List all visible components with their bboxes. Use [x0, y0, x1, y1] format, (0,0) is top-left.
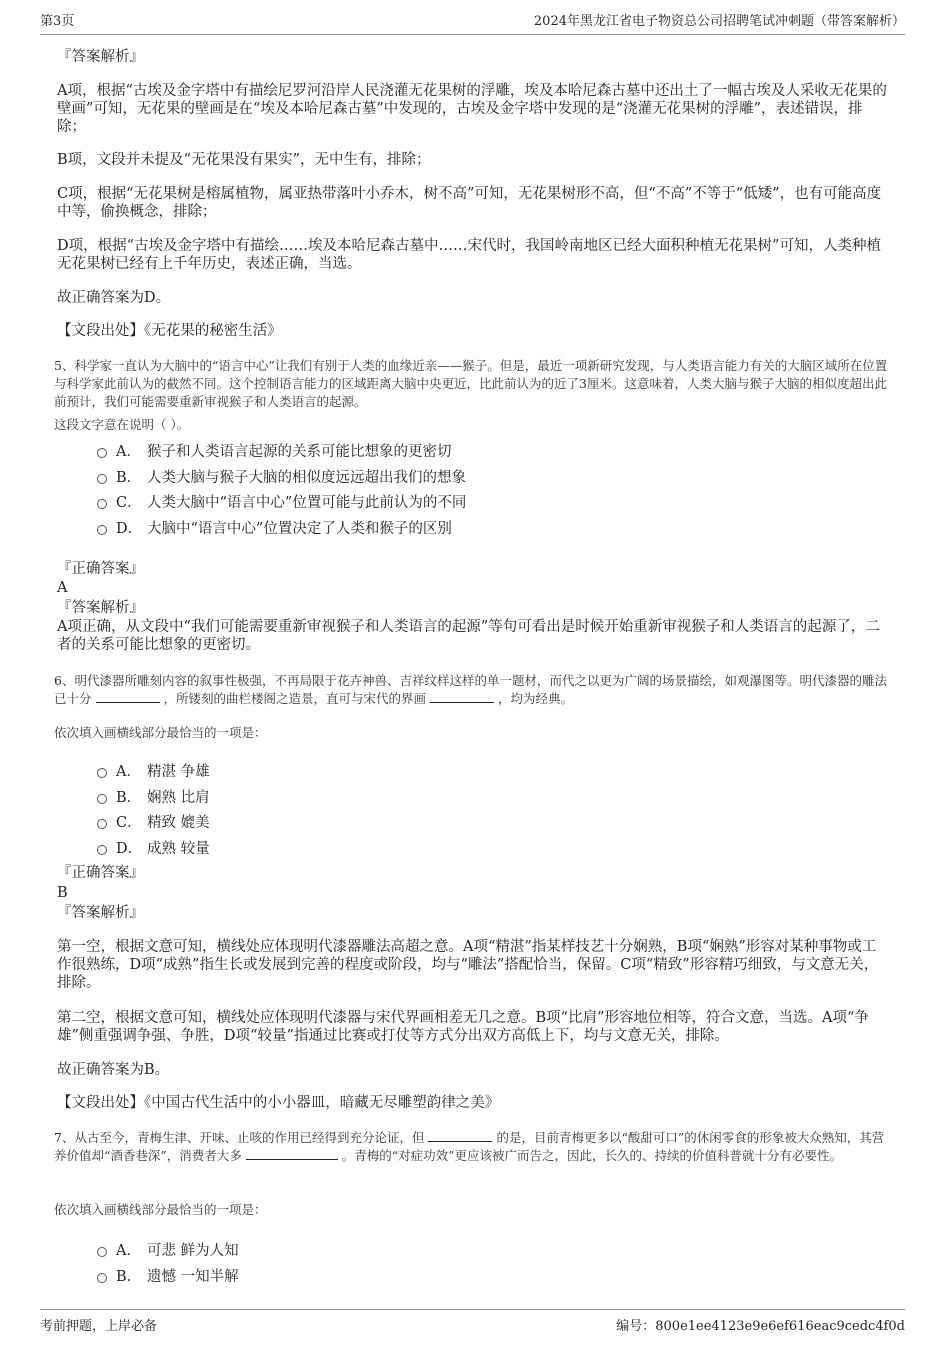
q7-stem-part2: 的是，目前青梅更多以“酸甜可口”的休闲零食的形象被大众熟知，其营养价值却“酒香巷深”，消费者大多: [54, 1130, 885, 1163]
radio-icon[interactable]: [97, 474, 107, 484]
option-letter: D．: [116, 521, 143, 537]
option-text: 精致 媲美: [147, 815, 210, 831]
q7-stem-part1: 7、从古至今，青梅生津、开味、止咳的作用已经得到充分论证，但: [54, 1130, 425, 1145]
option-text: 成熟 较量: [147, 841, 210, 857]
q4-analysis-a: A项，根据“古埃及金字塔中有描绘尼罗河沿岸人民浇灌无花果树的浮雕，埃及本哈尼森古墓中还出土了一幅古埃及人采收无花果的壁画”可知，无花果的壁画是在“埃及本哈尼森古墓”中发现的，古埃及金字塔中发现的是“浇灌无花果树的浮雕”，表述错误，排除；: [57, 83, 887, 135]
q7-option-a[interactable]: [97, 1239, 239, 1260]
radio-icon[interactable]: [97, 845, 107, 855]
blank-line: [430, 691, 494, 703]
page-footer: [40, 1309, 905, 1334]
q6-option-b[interactable]: [97, 786, 210, 807]
footer-serial: 编号：800e1ee4123e9e6ef616eac9cedc4f0d: [616, 1319, 905, 1334]
q6-stem: [54, 672, 896, 708]
q5-answer: A: [57, 580, 68, 596]
option-letter: B．: [116, 1269, 142, 1285]
q5-option-b[interactable]: [97, 466, 466, 487]
option-letter: A．: [116, 1243, 141, 1259]
q7-stem: [54, 1129, 896, 1165]
blank-line: [246, 1148, 338, 1160]
q7-stem-part3: 。青梅的“对症功效”更应该被广而告之，因此，长久的、持续的价值科普就十分有必要性。: [341, 1148, 843, 1163]
option-text: 可悲 鲜为人知: [147, 1243, 239, 1259]
q6-option-c[interactable]: [97, 811, 210, 832]
option-letter: B．: [116, 790, 142, 806]
q5-stem: 5、科学家一直认为大脑中的“语言中心”让我们有别于人类的血缘近亲——猴子。但是，最近一项新研究发现，与人类语言能力有关的大脑区域所在位置与科学家此前认为的截然不同。这个控制语言能力的区域距离大脑中央更近，比此前认为的近了3厘米。这意味着，人类大脑与猴子大脑的相似度超出此前预计，我们可能需要重新审视猴子和人类语言的起源。: [54, 358, 888, 409]
q5-analysis-label: 『答案解析』: [57, 600, 144, 616]
radio-icon[interactable]: [97, 1273, 107, 1283]
q5-option-a[interactable]: [97, 440, 452, 461]
radio-icon[interactable]: [97, 525, 107, 535]
footer-slogan: 考前押题，上岸必备: [40, 1319, 158, 1334]
document-title: 2024年黑龙江省电子物资总公司招聘笔试冲刺题（带答案解析）: [533, 14, 905, 29]
q6-analysis-label: 『答案解析』: [57, 905, 144, 921]
option-text: 人类大脑与猴子大脑的相似度远远超出我们的想象: [147, 470, 466, 486]
q6-stem-part2: ，所镂刻的曲栏楼阁之造景，直可与宋代的界画: [163, 691, 426, 706]
radio-icon[interactable]: [97, 1247, 107, 1257]
q7-instruction: 依次填入画横线部分最恰当的一项是：: [54, 1202, 267, 1217]
q6-analysis-1: 第一空，根据文意可知，横线处应体现明代漆器雕法高超之意。A项“精湛”指某样技艺十分娴熟，B项“娴熟”形容对某种事物或工作很熟练，D项“成熟”指生长或发展到完善的程度或阶段，均与“雕法”搭配恰当，保留。C项“精致”形容精巧细致，与文意无关，排除。: [57, 939, 879, 991]
q4-analysis-b: B项，文段并未提及“无花果没有果实”，无中生有，排除；: [57, 152, 431, 168]
q5-correct-label: 『正确答案』: [57, 561, 144, 577]
blank-line: [428, 1130, 492, 1142]
q6-answer: B: [57, 885, 68, 901]
q4-analysis-c: C项，根据“无花果树是榕属植物，属亚热带落叶小乔木，树不高”可知，无花果树形不高，但“不高”不等于“低矮”，也有可能高度中等，偷换概念，排除；: [57, 186, 882, 220]
radio-icon[interactable]: [97, 768, 107, 778]
option-text: 遗憾 一知半解: [147, 1269, 239, 1285]
option-letter: A．: [116, 444, 141, 460]
q7-option-b[interactable]: [97, 1265, 239, 1286]
q5-analysis: A项正确，从文段中“我们可能需要重新审视猴子和人类语言的起源”等句可看出是时候开始重新审视猴子和人类语言的起源了，二者的关系可能比想象的更密切。: [57, 619, 880, 653]
radio-icon[interactable]: [97, 448, 107, 458]
q6-correct-label: 『正确答案』: [57, 865, 144, 881]
q4-conclusion: 故正确答案为D。: [57, 290, 171, 306]
option-letter: C．: [116, 815, 142, 831]
option-text: 娴熟 比肩: [147, 790, 210, 806]
q6-option-a[interactable]: [97, 760, 210, 781]
q5-option-d[interactable]: [97, 517, 452, 538]
option-letter: A．: [116, 764, 141, 780]
q6-source: 【文段出处】《中国古代生活中的小小器皿，暗藏无尽雕塑韵律之美》: [57, 1095, 500, 1111]
option-text: 精湛 争雄: [147, 764, 210, 780]
page-number: 第3页: [40, 14, 75, 29]
q6-instruction: 依次填入画横线部分最恰当的一项是：: [54, 725, 267, 740]
option-text: 人类大脑中“语言中心”位置可能与此前认为的不同: [147, 495, 467, 511]
page-header: [40, 10, 905, 35]
option-text: 猴子和人类语言起源的关系可能比想象的更密切: [147, 444, 452, 460]
blank-line: [96, 691, 160, 703]
q4-source: 【文段出处】《无花果的秘密生活》: [57, 323, 282, 339]
q4-analysis-d: D项，根据“古埃及金字塔中有描绘……埃及本哈尼森古墓中……宋代时，我国岭南地区已经大面积种植无花果树”可知，人类种植无花果树已经有上千年历史，表述正确，当选。: [57, 238, 881, 272]
q5-question: 这段文字意在说明（ ）。: [54, 417, 190, 432]
q5-option-c[interactable]: [97, 491, 466, 512]
q6-analysis-2: 第二空，根据文意可知，横线处应体现明代漆器与宋代界画相差无几之意。B项“比肩”形容地位相等，符合文意，当选。A项“争雄”侧重强调争强、争胜，D项“较量”指通过比赛或打仗等方式分出双方高低上下，均与文意无关，排除。: [57, 1010, 869, 1044]
radio-icon[interactable]: [97, 819, 107, 829]
option-letter: D．: [116, 841, 143, 857]
q6-stem-part1: 6、明代漆器所雕刻内容的叙事性极强，不再局限于花卉神兽、吉祥纹样这样的单一题材，而代之以更为广阔的场景描绘，如观瀑图等。明代漆器的雕法已十分: [54, 673, 887, 706]
q6-conclusion: 故正确答案为B。: [57, 1062, 170, 1078]
q6-option-d[interactable]: [97, 837, 210, 858]
radio-icon[interactable]: [97, 794, 107, 804]
option-letter: B．: [116, 470, 142, 486]
option-text: 大脑中“语言中心”位置决定了人类和猴子的区别: [147, 521, 452, 537]
q6-stem-part3: ，均为经典。: [497, 691, 573, 706]
option-letter: C．: [116, 495, 142, 511]
radio-icon[interactable]: [97, 499, 107, 509]
q4-analysis-label: 『答案解析』: [57, 49, 144, 65]
